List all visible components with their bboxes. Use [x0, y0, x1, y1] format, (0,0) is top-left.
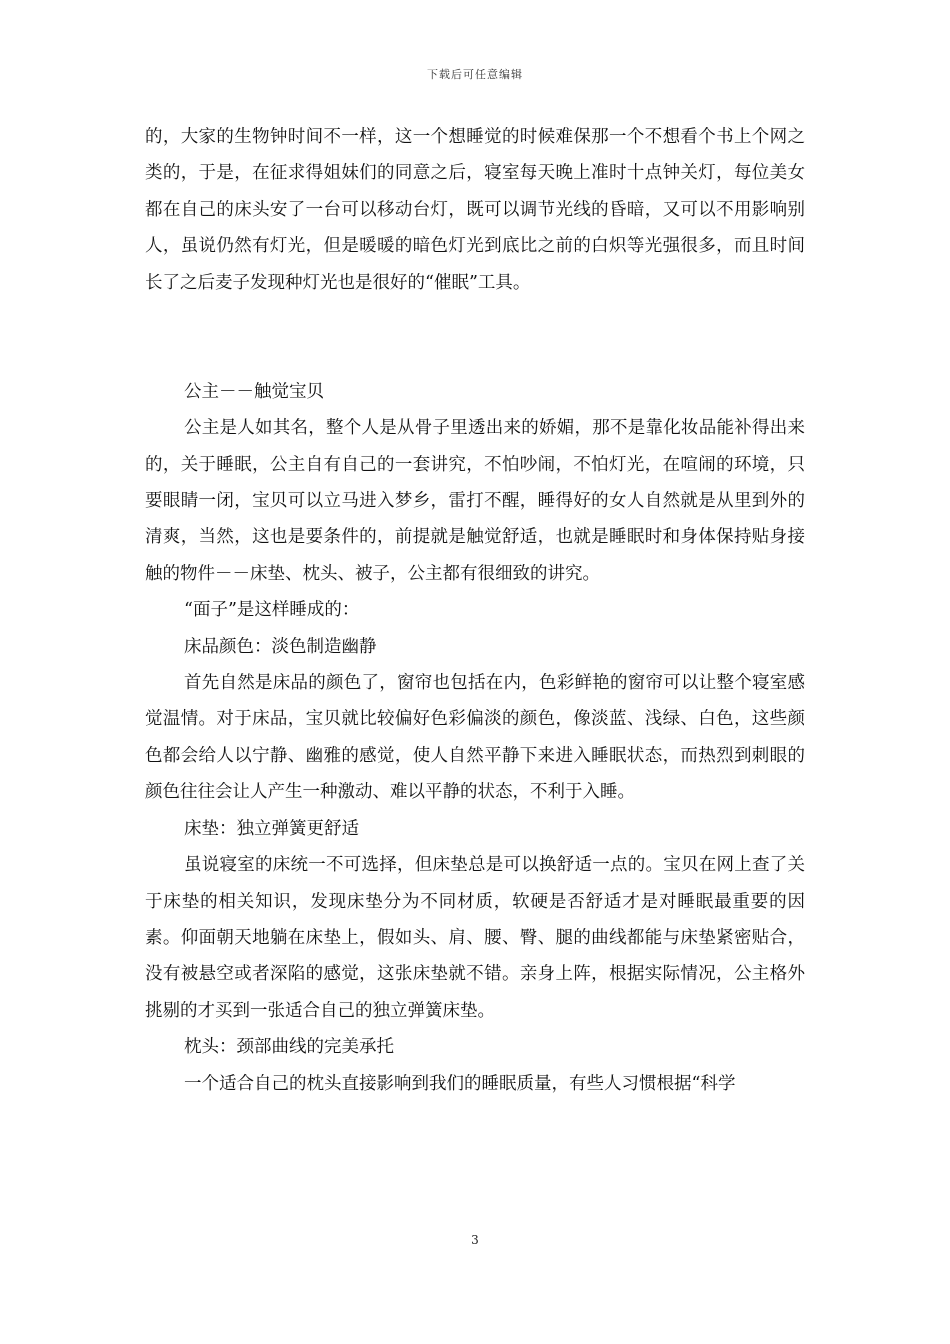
page-number: 3 — [471, 1233, 479, 1247]
subheading-bedding-color: 床品颜色：淡色制造幽静 — [184, 636, 377, 657]
paragraph-bedding-color: 首先自然是床品的颜色了，窗帘也包括在内，色彩鲜艳的窗帘可以让整个寝室感觉温情。对于床品，宝贝就比较偏好色彩偏淡的颜色，像淡蓝、浅绿、白色，这些颜色都会给人以宁静、幽雅的感觉，使人自然平静下来进入睡眠状态，而热烈到刺眼的颜色往往会让人产生一种激动、难以平静的状态，不利于入睡。 — [145, 673, 805, 803]
document-body — [145, 119, 805, 1102]
paragraph-pillow: 一个适合自己的枕头直接影响到我们的睡眠质量，有些人习惯根据“科学 — [184, 1073, 736, 1094]
page-header: 下载后可任意编辑 — [427, 68, 523, 81]
paragraph-continuation: 的，大家的生物钟时间不一样，这一个想睡觉的时候难保那一个不想看个书上个网之类的，于是，在征求得姐妹们的同意之后，寝室每天晚上准时十点钟关灯，每位美女都在自己的床头安了一台可以移动台灯，既可以调节光线的昏暗，又可以不用影响别人，虽说仍然有灯光，但是暖暖的暗色灯光到底比之前的白炽等光强很多，而且时间长了之后麦子发现种灯光也是很好的“催眠”工具。 — [145, 127, 805, 293]
paragraph-princess-intro: 公主是人如其名，整个人是从骨子里透出来的娇媚，那不是靠化妆品能补得出来的，关于睡眠，公主自有自己的一套讲究，不怕吵闹，不怕灯光，在喧闹的环境，只要眼睛一闭，宝贝可以立马进入梦乡，雷打不醒，睡得好的女人自然就是从里到外的清爽，当然，这也是要条件的，前提就是触觉舒适，也就是睡眠时和身体保持贴身接触的物件－－床垫、枕头、被子，公主都有很细致的讲究。 — [145, 418, 805, 584]
paragraph-gap — [145, 301, 805, 374]
subheading-mattress: 床垫：独立弹簧更舒适 — [184, 818, 359, 839]
paragraph-mattress: 虽说寝室的床统一不可选择，但床垫总是可以换舒适一点的。宝贝在网上查了关于床垫的相关知识，发现床垫分为不同材质，软硬是否舒适才是对睡眠最重要的因素。仰面朝天地躺在床垫上，假如头、肩、腰、臀、腿的曲线都能与床垫紧密贴合，没有被悬空或者深陷的感觉，这张床垫就不错。亲身上阵，根据实际情况，公主格外挑剔的才买到一张适合自己的独立弹簧床垫。 — [145, 855, 805, 1021]
subheading-face: “面子”是这样睡成的： — [184, 600, 360, 621]
section-heading-princess: 公主－－触觉宝贝 — [184, 381, 324, 402]
subheading-pillow: 枕头：颈部曲线的完美承托 — [184, 1037, 394, 1058]
